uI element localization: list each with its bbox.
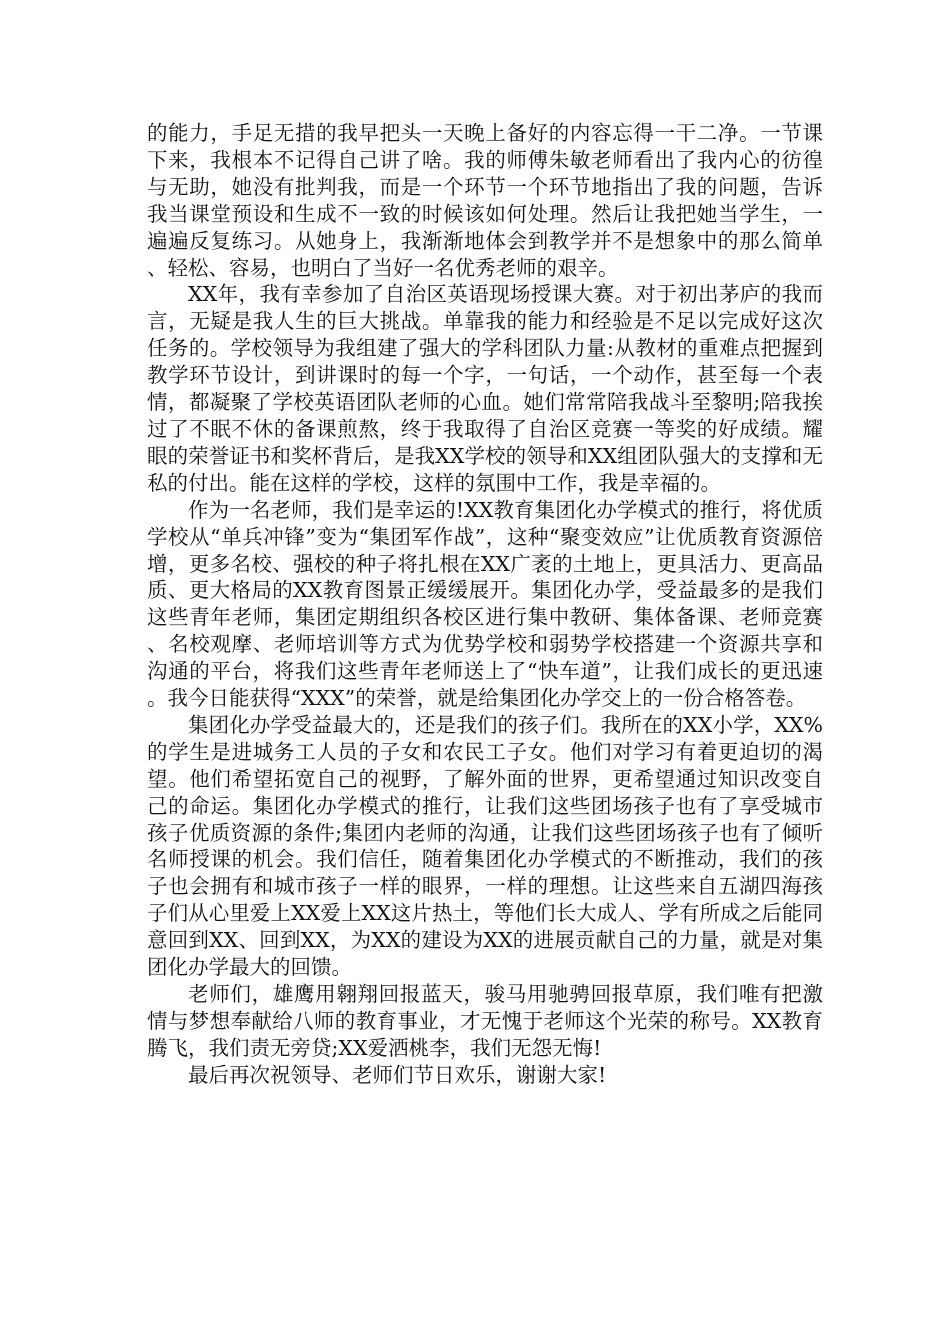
paragraph-2: XX年，我有幸参加了自治区英语现场授课大赛。对于初出茅庐的我而言，无疑是我人生的巨大挑战。单靠我的能力和经验是不足以完成好这次任务的。学校领导为我组建了强大的学科团队力量:从教材的重难点把握到教学环节设计，到讲课时的每一个字，一句话，一个动作，甚至每一个表情，都凝聚了学校英语团队老师的心血。她们常常陪我战斗至黎明;陪我挨过了不眠不休的备课煎熬，终于我取得了自治区竞赛一等奖的好成绩。耀眼的荣誉证书和奖杯背后，是我XX学校的领导和XX组团队强大的支撑和无私的付出。能在这样的学校，这样的氛围中工作，我是幸福的。 [147, 282, 823, 495]
paragraph-1: 的能力，手足无措的我早把头一天晚上备好的内容忘得一干二净。一节课下来，我根本不记得自己讲了啥。我的师傅朱敏老师看出了我内心的彷徨与无助，她没有批判我，而是一个环节一个环节地指出了我的问题，告诉我当课堂预设和生成不一致的时候该如何处理。然后让我把她当学生，一遍遍反复练习。从她身上，我渐渐地体会到教学并不是想象中的那么简单、轻松、容易，也明白了当好一名优秀老师的艰辛。 [147, 121, 823, 280]
paragraph-6: 最后再次祝领导、老师们节日欢乐，谢谢大家! [188, 1062, 607, 1087]
document-body [147, 120, 823, 1089]
paragraph-5: 老师们，雄鹰用翱翔回报蓝天，骏马用驰骋回报草原，我们唯有把激情与梦想奉献给八师的教育事业，才无愧于老师这个光荣的称号。XX教育腾飞，我们责无旁贷;XX爱洒桃李，我们无怨无悔! [147, 982, 823, 1060]
paragraph-4: 集团化办学受益最大的，还是我们的孩子们。我所在的XX小学，XX%的学生是进城务工人员的子女和农民工子女。他们对学习有着更迫切的渴望。他们希望拓宽自己的视野，了解外面的世界，更希望通过知识改变自己的命运。集团化办学模式的推行，让我们这些团场孩子也有了享受城市孩子优质资源的条件;集团内老师的沟通，让我们这些团场孩子也有了倾听名师授课的机会。我们信任，随着集团化办学模式的不断推动，我们的孩子也会拥有和城市孩子一样的眼界，一样的理想。让这些来自五湖四海孩子们从心里爱上XX爱上XX这片热土，等他们长大成人、学有所成之后能同意回到XX、回到XX，为XX的建设为XX的进展贡献自己的力量，就是对集团化办学最大的回馈。 [147, 712, 823, 980]
paragraph-3: 作为一名老师，我们是幸运的!XX教育集团化办学模式的推行，将优质学校从“单兵冲锋”变为“集团军作战”，这种“聚变效应”让优质教育资源倍增，更多名校、强校的种子将扎根在XX广袤的土地上，更具活力、更高品质、更大格局的XX教育图景正缓缓展开。集团化办学，受益最多的是我们这些青年老师，集团定期组织各校区进行集中教研、集体备课、老师竞赛、名校观摩、老师培训等方式为优势学校和弱势学校搭建一个资源共享和沟通的平台，将我们这些青年老师送上了“快车道”，让我们成长的更迅速。我今日能获得“XXX”的荣誉，就是给集团化办学交上的一份合格答卷。 [147, 497, 823, 711]
